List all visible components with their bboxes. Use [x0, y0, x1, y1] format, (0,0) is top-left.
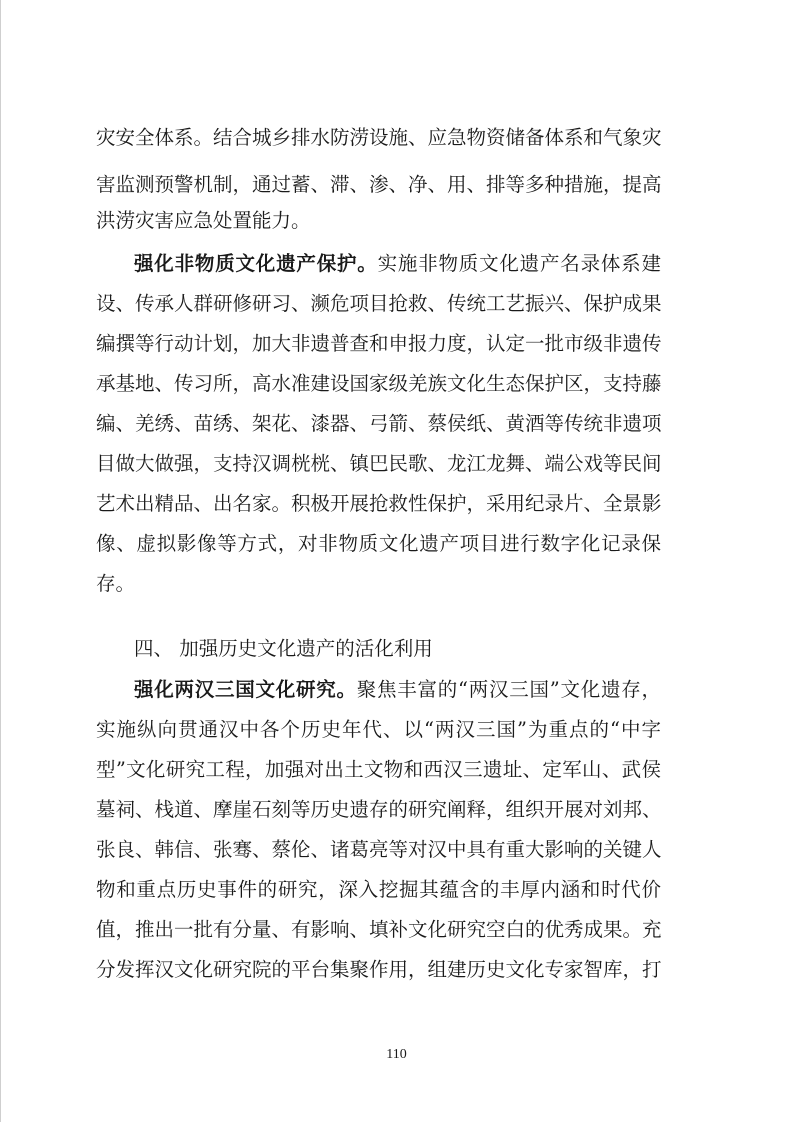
paragraph-line: 型”文化研究工程，加强对出土文物和西汉三遗址、定军山、武侯: [96, 758, 661, 781]
paragraph-line: 害监测预警机制，通过蓄、滞、渗、净、用、排等多种措施，提高: [96, 173, 662, 196]
paragraph-line: 实施纵向贯通汉中各个历史年代、以“两汉三国”为重点的“中字: [96, 718, 661, 741]
bold-lead-heading: 强化非物质文化遗产保护。: [134, 252, 378, 275]
paragraph-line: 编撰等行动计划，加大非遗普查和申报力度，认定一批市级非遗传: [96, 332, 662, 355]
paragraph-line: 灾安全体系。结合城乡排水防涝设施、应急物资储备体系和气象灾: [96, 126, 662, 149]
section-heading: 四、 加强历史文化遗产的活化利用: [134, 637, 433, 660]
paragraph-line: 目做大做强，支持汉调桄桄、镇巴民歌、龙江龙舞、端公戏等民间: [96, 452, 662, 475]
paragraph-text: 聚焦丰富的“两汉三国”文化遗存，: [356, 678, 661, 701]
paragraph-line: 洪涝灾害应急处置能力。: [96, 209, 311, 232]
paragraph-line: 承基地、传习所，高水准建设国家级羌族文化生态保护区，支持藤: [96, 372, 662, 395]
paragraph-line: 分发挥汉文化研究院的平台集聚作用，组建历史文化专家智库，打: [96, 958, 662, 981]
paragraph-line: 艺术出精品、出名家。积极开展抢救性保护，采用纪录片、全景影: [96, 492, 662, 515]
paragraph-line: 存。: [96, 572, 136, 595]
paragraph-line: [134, 675, 661, 705]
paragraph-line: [134, 249, 661, 279]
page-number: 110: [386, 1047, 407, 1062]
paragraph-line: 编、羌绣、苗绣、架花、漆器、弓箭、蔡侯纸、黄酒等传统非遗项: [96, 412, 662, 435]
page-edge-line: [0, 0, 1, 1122]
paragraph-line: 设、传承人群研修研习、濒危项目抢救、传统工艺振兴、保护成果: [96, 292, 662, 315]
paragraph-line: 值，推出一批有分量、有影响、填补文化研究空白的优秀成果。充: [96, 918, 662, 941]
paragraph-line: 张良、韩信、张骞、蔡伦、诸葛亮等对汉中具有重大影响的关键人: [96, 838, 662, 861]
paragraph-line: 墓祠、栈道、摩崖石刻等历史遗存的研究阐释，组织开展对刘邦、: [96, 798, 662, 821]
paragraph-line: 物和重点历史事件的研究，深入挖掘其蕴含的丰厚内涵和时代价: [96, 878, 661, 901]
bold-lead-heading: 强化两汉三国文化研究。: [134, 678, 357, 701]
paragraph-text: 实施非物质文化遗产名录体系建: [377, 252, 661, 275]
paragraph-line: 像、虚拟影像等方式，对非物质文化遗产项目进行数字化记录保: [96, 532, 661, 555]
